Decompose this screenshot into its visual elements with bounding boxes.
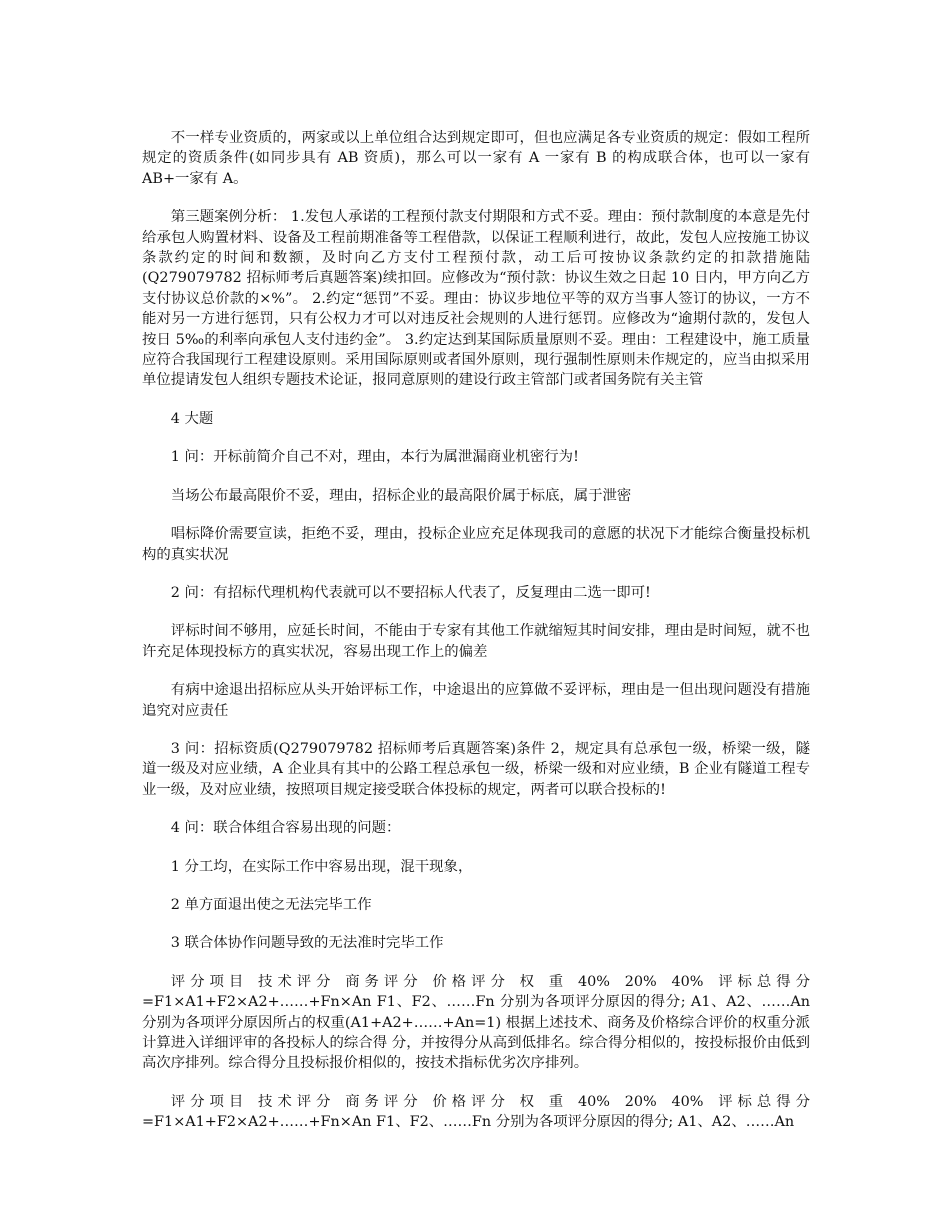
paragraph-case-analysis-3: 第三题案例分析： 1.发包人承诺的工程预付款支付期限和方式不妥。理由：预付款制度的本意是先付给承包人购置材料、设备及工程前期准备等工程借款，以保证工程顺利进行，故此，发包人应按施工协议条款约定的时间和数额，及时向乙方支付工程预付款，动工后可按协议条款约定的扣款措施陆(Q279079782 招标师考后真题答案)续扣回。应修改为“预付款：协议生效之日起 10 日内，甲方向乙方支付协议总价款的×%”。 2.约定“惩罚”不妥。理由：协议步地位平等的双方当事人签订的协议，一方不能对另一方进行惩罚，只有公权力才可以对违反社会规则的人进行惩罚。应修改为“逾期付款的，发包人按日 5‰的利率向承包人支付违约金”。 3.约定达到某国际质量原则不妥。理由：工程建设中，施工质量应符合我国现行工程建设原则。采用国际原则或者国外原则，现行强制性原则未作规定的，应当由拟采用单位提请发包人组织专题技术论证，报同意原则的建设行政主管部门或者国务院有关主管 bbox=[142, 209, 810, 389]
paragraph-scoring-method-1: 评 分 项 目 技 术 评 分 商 务 评 分 价 格 评 分 权 重 40% 20% 40% 评 标 总 得 分 =F1×A1+F2×A2+……+Fn×An F1、F2、……Fn 分别为各项评分原因的得分; A1、A2、……An 分别为各项评分原因所占的权重(A1+A2+……+An=1) 根据上述技术、商务及价格综合评价的权重分派计算进入详细评审的各投标人的综合得 分，并按得分从高到低排名。综合得分相似的，按投标报价由低到高次序排列。综合得分且投标报价相似的，按技术指标优劣次序排列。 bbox=[142, 973, 810, 1072]
paragraph-q1-max-price: 当场公布最高限价不妥，理由，招标企业的最高限价属于标底，属于泄密 bbox=[170, 487, 632, 504]
paragraph-q4-item-2: 2 单方面退出使之无法完毕工作 bbox=[170, 896, 372, 913]
paragraph-q1-self-intro: 1 问：开标前简介自己不对，理由，本行为属泄漏商业机密行为! bbox=[170, 449, 579, 466]
paragraph-q4-intro: 4 问：联合体组合容易出现的问题： bbox=[170, 820, 401, 837]
paragraph-scoring-method-2: 评 分 项 目 技 术 评 分 商 务 评 分 价 格 评 分 权 重 40% 20% 40% 评 标 总 得 分 =F1×A1+F2×A2+……+Fn×An F1、F2、……Fn 分别为各项评分原因的得分; A1、A2、……An bbox=[142, 1093, 810, 1131]
paragraph-q2-eval-time: 评标时间不够用，应延长时间，不能由于专家有其他工作就缩短其时间安排，理由是时间短，就不也许充足体现投标方的真实状况，容易出现工作上的偏差 bbox=[142, 623, 810, 660]
document-body bbox=[142, 128, 810, 1151]
paragraph-q1-price-reading: 唱标降价需要宣读，拒绝不妥，理由，投标企业应充足体现我司的意愿的状况下才能综合衡量投标机构的真实状况 bbox=[142, 526, 810, 563]
paragraph-q2-sick-withdraw: 有病中途退出招标应从头开始评标工作，中途退出的应算做不妥评标，理由是一但出现问题没有措施追究对应责任 bbox=[142, 682, 810, 719]
paragraph-qualification: 不一样专业资质的，两家或以上单位组合达到规定即可，但也应满足各专业资质的规定：假如工程所规定的资质条件(如同步具有 AB 资质)，那么可以一家有 A 一家有 B 的构成联合体，也可以一家有 AB+一家有 A。 bbox=[142, 130, 810, 187]
paragraph-q3-qualification: 3 问：招标资质(Q279079782 招标师考后真题答案)条件 2，规定具有总承包一级，桥梁一级，隧道一级及对应业绩，A 企业具有其中的公路工程总承包一级，桥梁一级和对应业绩，B 企业有隧道工程专业一级，及对应业绩，按照项目规定接受联合体投标的规定，两者可以联合投标的! bbox=[142, 740, 810, 798]
paragraph-q2-agent-rep: 2 问：有招标代理机构代表就可以不要招标人代表了，反复理由二选一即可! bbox=[170, 584, 651, 601]
paragraph-q4-item-1: 1 分工均，在实际工作中容易出现，混干现象， bbox=[170, 858, 473, 875]
paragraph-q4-item-3: 3 联合体协作问题导致的无法准时完毕工作 bbox=[170, 935, 444, 952]
section-heading-question-4: 4 大题 bbox=[170, 410, 214, 427]
